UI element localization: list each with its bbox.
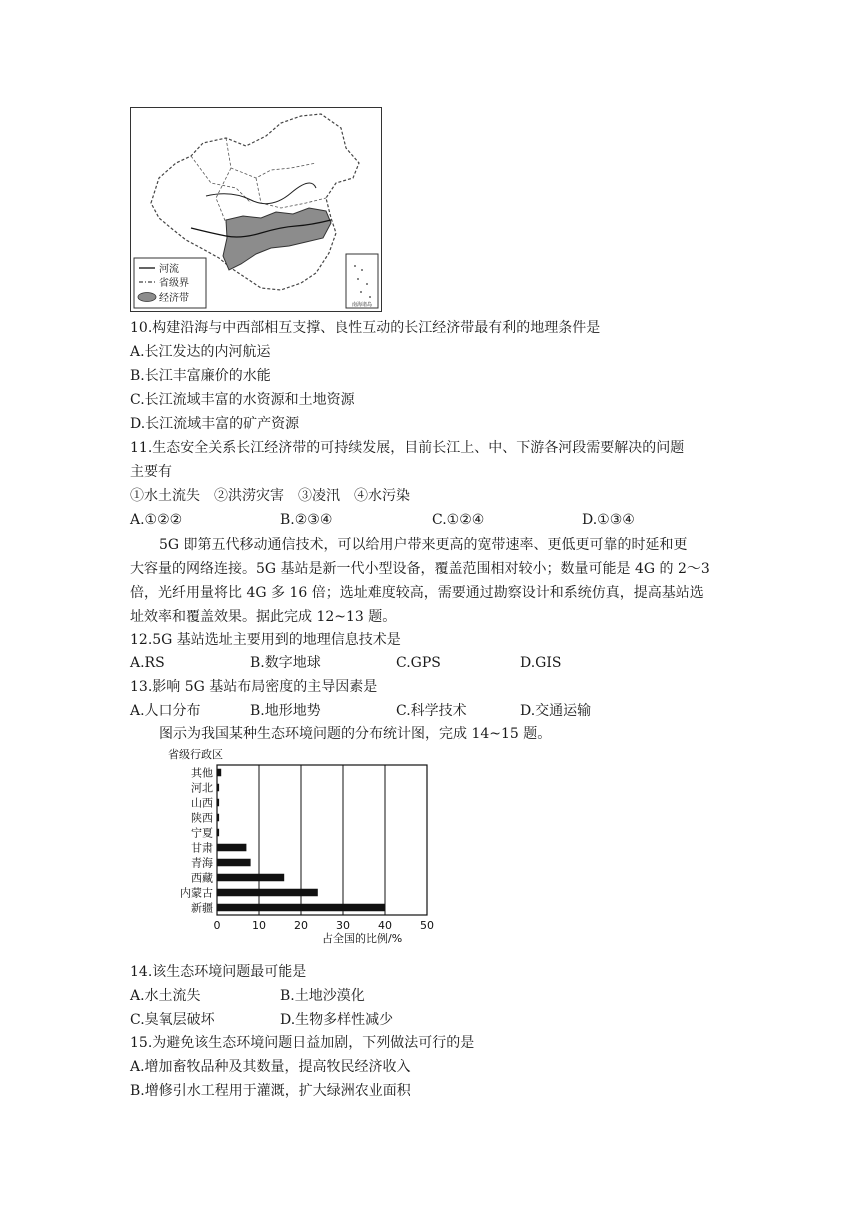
chart-category-label: 新疆 [191, 901, 213, 915]
q12-option-c: C.GPS [396, 655, 441, 671]
q10-stem: 10.构建沿海与中西部相互支撑、良性互动的长江经济带最有利的地理条件是 [130, 320, 601, 336]
q11-options [130, 510, 635, 530]
chart-xtick-label: 50 [420, 919, 434, 932]
distribution-chart [160, 745, 445, 945]
chart-bar [217, 889, 318, 897]
chart-bar [217, 859, 251, 867]
chart-category-label: 西藏 [191, 871, 213, 885]
q11-stem-2: 主要有 [130, 464, 172, 480]
q11-option-c: C.①②④ [432, 512, 485, 528]
passage-line-3: 倍，光纤用量将比 4G 多 16 倍；选址难度较高，需要通过勘察设计和系统仿真，提高基站选 [130, 585, 704, 601]
q13-option-b: B.地形地势 [250, 703, 321, 719]
q14-option-d: D.生物多样性减少 [280, 1012, 394, 1028]
q10-option-a: A.长江发达的内河航运 [130, 344, 271, 360]
q10-option-c: C.长江流域丰富的水资源和土地资源 [130, 392, 355, 408]
economic-belt-region [223, 208, 331, 270]
chart-category-label: 青海 [191, 856, 213, 870]
q14-stem: 14.该生态环境问题最可能是 [130, 964, 307, 980]
q12-option-b: B.数字地球 [250, 655, 321, 671]
chart-bar [217, 904, 385, 912]
chart-category-label: 陕西 [191, 811, 213, 825]
q12-options [130, 653, 561, 673]
q13-stem: 13.影响 5G 基站布局密度的主导因素是 [130, 679, 378, 695]
q15-stem: 15.为避免该生态环境问题日益加剧，下列做法可行的是 [130, 1035, 475, 1051]
q11-stem-1: 11.生态安全关系长江经济带的可持续发展，目前长江上、中、下游各河段需要解决的问题 [130, 440, 685, 456]
q11-option-d: D.①③④ [582, 512, 635, 528]
q10-option-b: B.长江丰富廉价的水能 [130, 368, 271, 384]
legend-boundary: 省级界 [159, 278, 189, 289]
chart-bar [217, 799, 219, 807]
q12-option-d: D.GIS [520, 655, 562, 671]
chart-bar [217, 784, 219, 792]
q14-option-c: C.臭氧层破坏 [130, 1012, 215, 1028]
chart-category-label: 山西 [191, 796, 213, 810]
q11-option-a: A.①②② [130, 512, 183, 528]
chart-category-label: 内蒙古 [180, 886, 213, 900]
chart-ylabel: 省级行政区 [168, 748, 223, 761]
passage-line-1: 5G 即第五代移动通信技术，可以给用户带来更高的宽带速率、更低更可靠的时延和更 [159, 537, 688, 553]
chart-bar [217, 814, 219, 822]
legend-belt: 经济带 [159, 293, 189, 304]
chart-bar [217, 829, 219, 837]
chart-category-label: 其他 [191, 766, 213, 780]
legend-river: 河流 [159, 264, 179, 275]
china-map-figure [130, 107, 382, 312]
q13-option-a: A.人口分布 [130, 703, 201, 719]
q14-options-row-2 [130, 1010, 393, 1030]
q13-option-c: C.科学技术 [396, 703, 467, 719]
chart-bar [217, 844, 246, 852]
passage-line-2: 大容量的网络连接。5G 基站是新一代小型设备，覆盖范围相对较小；数量可能是 4G 的 2～3 [130, 561, 710, 577]
q15-option-b: B.增修引水工程用于灌溉，扩大绿洲农业面积 [130, 1083, 411, 1099]
chart-xtick-label: 20 [294, 919, 308, 932]
q11-option-b: B.②③④ [280, 512, 333, 528]
inset-label: 南海诸岛 [351, 302, 373, 308]
passage-line-4: 址效率和覆盖效果。据此完成 12~13 题。 [130, 609, 397, 625]
china-map [131, 108, 381, 311]
south-china-sea-inset [346, 254, 378, 308]
chart-xlabel: 占全国的比例/% [322, 932, 403, 945]
chart-category-label: 甘肃 [191, 841, 213, 855]
q12-stem: 12.5G 基站选址主要用到的地理信息技术是 [130, 632, 401, 648]
q14-option-a: A.水土流失 [130, 988, 201, 1004]
chart-intro: 图示为我国某种生态环境问题的分布统计图，完成 14~15 题。 [159, 726, 552, 742]
chart-bar [217, 874, 284, 882]
q15-option-a: A.增加畜牧品种及其数量，提高牧民经济收入 [130, 1059, 411, 1075]
q13-options [130, 701, 591, 721]
chart-xtick-label: 10 [252, 919, 266, 932]
q13-option-d: D.交通运输 [520, 703, 592, 719]
distribution-chart-svg [160, 745, 445, 945]
chart-bar [217, 769, 221, 777]
q11-items: ①水土流失 ②洪涝灾害 ③凌汛 ④水污染 [130, 488, 410, 504]
q14-options-row-1 [130, 986, 365, 1006]
chart-xtick-label: 0 [213, 919, 221, 932]
q12-option-a: A.RS [130, 655, 165, 671]
chart-category-label: 河北 [191, 781, 213, 795]
chart-xtick-label: 30 [336, 919, 350, 932]
q14-option-b: B.土地沙漠化 [280, 988, 365, 1004]
chart-xtick-label: 40 [378, 919, 392, 932]
q10-option-d: D.长江流域丰富的矿产资源 [130, 416, 300, 432]
chart-category-label: 宁夏 [191, 826, 213, 840]
